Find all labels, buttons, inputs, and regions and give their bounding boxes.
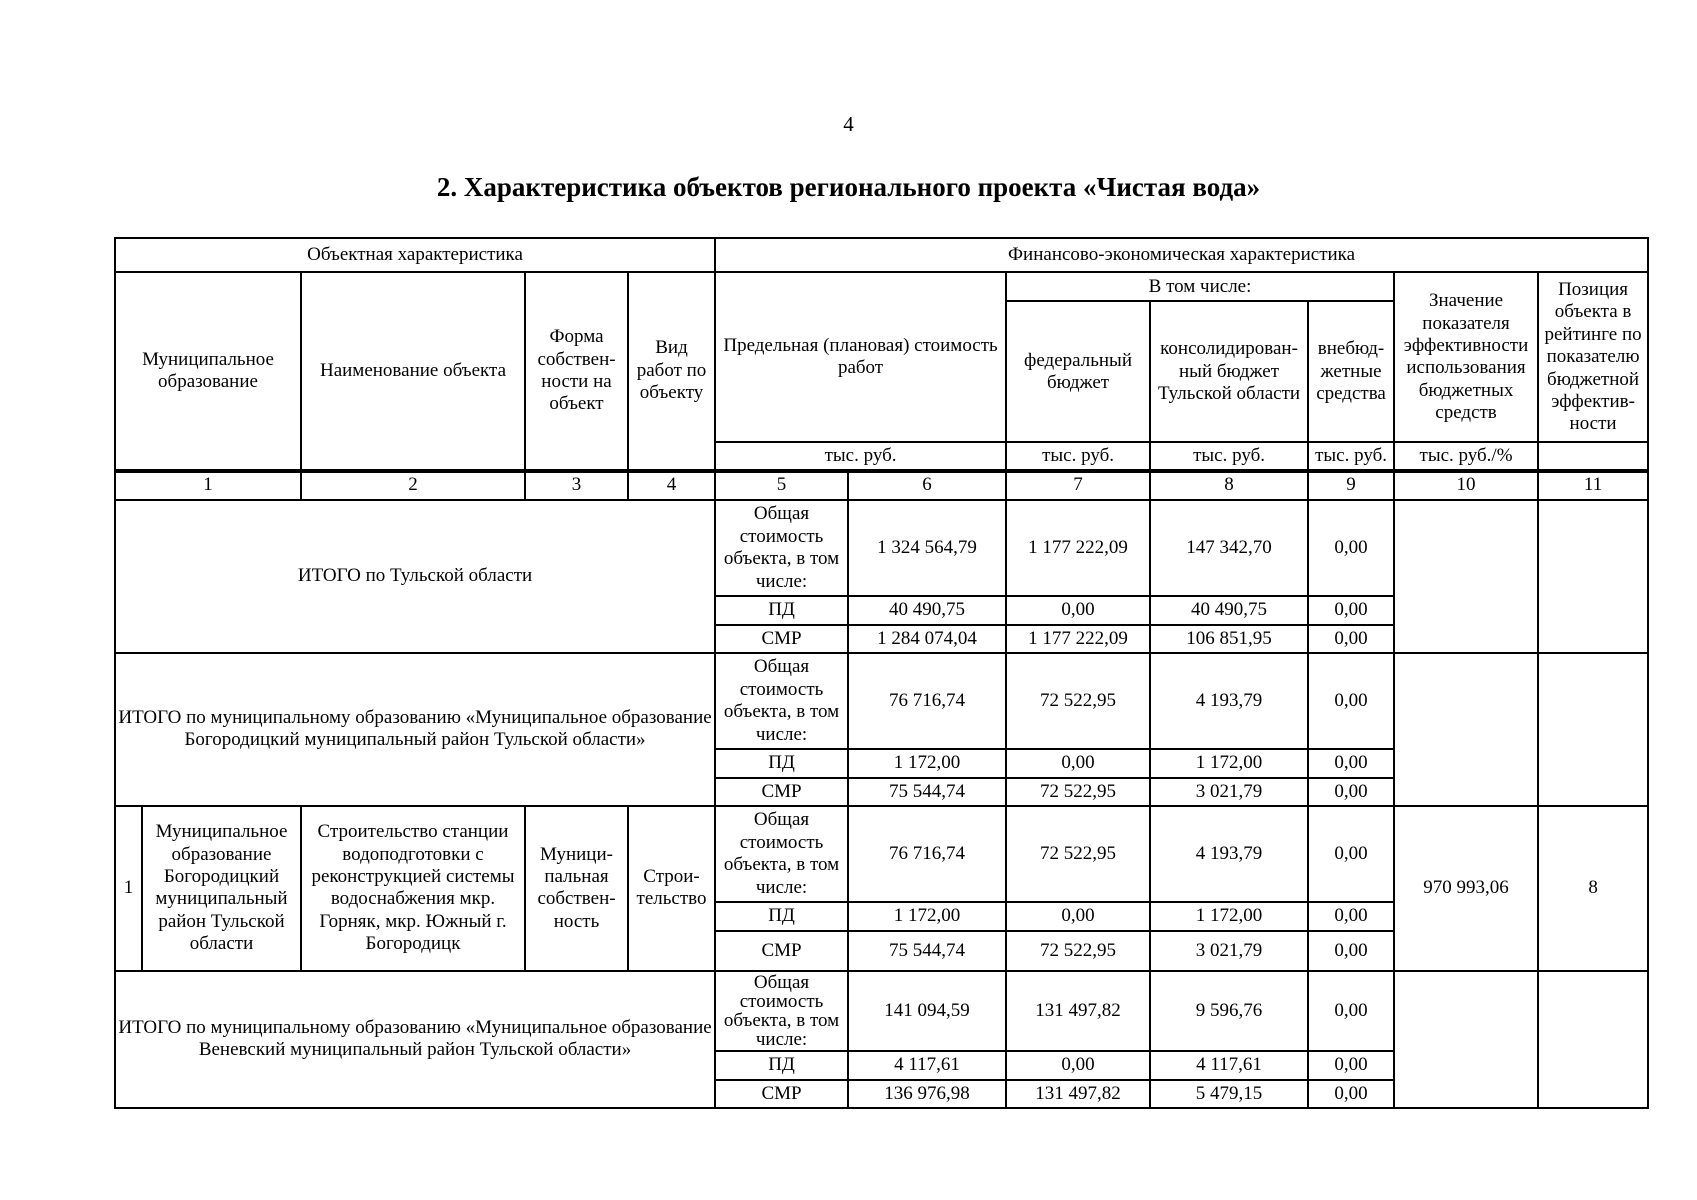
header-row-2 (115, 272, 1648, 301)
efficiency-cell (1394, 500, 1538, 653)
col-number: 9 (1308, 471, 1394, 500)
value-cell: 1 172,00 (848, 749, 1006, 777)
value-cell: 76 716,74 (848, 806, 1006, 903)
value-cell: 0,00 (1308, 778, 1394, 806)
header-financial-characteristic: Финансово-экономическая характеристика (715, 238, 1648, 272)
object-number: 1 (115, 806, 142, 971)
value-cell: 75 544,74 (848, 931, 1006, 971)
row-label-pd: ПД (715, 749, 848, 777)
value-cell: 40 490,75 (848, 596, 1006, 624)
value-cell: 0,00 (1006, 749, 1150, 777)
col-number: 7 (1006, 471, 1150, 500)
value-cell: 0,00 (1006, 902, 1150, 930)
column-numbers-row (115, 471, 1648, 500)
objects-table (114, 237, 1649, 1109)
rank-cell: 8 (1538, 806, 1648, 971)
efficiency-cell: 970 993,06 (1394, 806, 1538, 971)
object-work-type: Строи-тельство (628, 806, 715, 971)
table-row (115, 806, 1648, 903)
value-cell: 72 522,95 (1006, 931, 1150, 971)
row-label-smr: СМР (715, 625, 848, 653)
col-number: 11 (1538, 471, 1648, 500)
value-cell: 0,00 (1308, 653, 1394, 750)
value-cell: 0,00 (1308, 625, 1394, 653)
col-number: 8 (1150, 471, 1308, 500)
page-title: 2. Характеристика объектов регионального проекта «Чистая вода» (436, 172, 1261, 202)
object-municipality: Муниципальное образование Богородицкий муниципальный район Тульской области (142, 806, 301, 971)
value-cell: 1 172,00 (1150, 749, 1308, 777)
unit-consolidated: тыс. руб. (1150, 442, 1308, 470)
value-cell: 72 522,95 (1006, 778, 1150, 806)
value-cell: 3 021,79 (1150, 778, 1308, 806)
header-municipality: Муниципальное образование (115, 272, 301, 470)
unit-efficiency: тыс. руб./% (1394, 442, 1538, 470)
header-efficiency: Значение показателя эффективности использования бюджетных средств (1394, 272, 1538, 442)
row-label-pd: ПД (715, 902, 848, 930)
col-number: 3 (525, 471, 628, 500)
value-cell: 1 177 222,09 (1006, 500, 1150, 597)
header-row-1 (115, 238, 1648, 272)
value-cell: 0,00 (1308, 931, 1394, 971)
unit-cost: тыс. руб. (715, 442, 1006, 470)
value-cell: 5 479,15 (1150, 1080, 1308, 1108)
row-label-total-cost: Общая стоимость объекта, в том числе: (715, 653, 848, 750)
header-object-name: Наименование объекта (301, 272, 525, 470)
header-limit-cost: Предельная (плановая) стоимость работ (715, 272, 1006, 442)
row-label-smr: СМР (715, 1080, 848, 1108)
value-cell: 0,00 (1006, 1051, 1150, 1079)
efficiency-cell (1394, 971, 1538, 1108)
header-federal: федеральный бюджет (1006, 301, 1150, 442)
row-label-total-cost: Общая стоимость объекта, в том числе: (715, 500, 848, 597)
value-cell: 0,00 (1308, 1051, 1394, 1079)
row-label-total-cost: Общая стоимость объекта, в том числе: (715, 971, 848, 1052)
col-number: 5 (715, 471, 848, 500)
value-cell: 72 522,95 (1006, 653, 1150, 750)
rank-cell (1538, 653, 1648, 806)
header-including: В том числе: (1006, 272, 1394, 301)
value-cell: 76 716,74 (848, 653, 1006, 750)
value-cell: 0,00 (1308, 902, 1394, 930)
value-cell: 40 490,75 (1150, 596, 1308, 624)
row-label-smr: СМР (715, 931, 848, 971)
value-cell: 72 522,95 (1006, 806, 1150, 903)
value-cell: 147 342,70 (1150, 500, 1308, 597)
header-work-type: Вид работ по объекту (628, 272, 715, 470)
efficiency-cell (1394, 653, 1538, 806)
value-cell: 4 117,61 (1150, 1051, 1308, 1079)
value-cell: 1 177 222,09 (1006, 625, 1150, 653)
page-number: 4 (843, 112, 854, 136)
value-cell: 1 172,00 (848, 902, 1006, 930)
value-cell: 131 497,82 (1006, 1080, 1150, 1108)
header-object-characteristic: Объектная характеристика (115, 238, 715, 272)
value-cell: 0,00 (1308, 1080, 1394, 1108)
row-label-smr: СМР (715, 778, 848, 806)
value-cell: 0,00 (1308, 971, 1394, 1052)
value-cell: 1 172,00 (1150, 902, 1308, 930)
object-name: Строительство станции водоподготовки с реконструкцией системы водоснабжения мкр. Горняк, мкр. Южный г. Богородицк (301, 806, 525, 971)
unit-extra: тыс. руб. (1308, 442, 1394, 470)
rank-cell (1538, 971, 1648, 1108)
value-cell: 136 976,98 (848, 1080, 1006, 1108)
value-cell: 0,00 (1308, 749, 1394, 777)
header-ownership: Форма собствен-ности на объект (525, 272, 628, 470)
total-tula-label: ИТОГО по Тульской области (115, 500, 715, 653)
value-cell: 106 851,95 (1150, 625, 1308, 653)
unit-federal: тыс. руб. (1006, 442, 1150, 470)
value-cell: 4 117,61 (848, 1051, 1006, 1079)
value-cell: 9 596,76 (1150, 971, 1308, 1052)
col-number: 6 (848, 471, 1006, 500)
unit-rank (1538, 442, 1648, 470)
value-cell: 141 094,59 (848, 971, 1006, 1052)
header-extra: внебюд-жетные средства (1308, 301, 1394, 442)
rank-cell (1538, 500, 1648, 653)
row-label-pd: ПД (715, 1051, 848, 1079)
table-row (115, 500, 1648, 597)
value-cell: 0,00 (1308, 596, 1394, 624)
value-cell: 4 193,79 (1150, 653, 1308, 750)
value-cell: 3 021,79 (1150, 931, 1308, 971)
value-cell: 0,00 (1308, 500, 1394, 597)
col-number: 10 (1394, 471, 1538, 500)
value-cell: 4 193,79 (1150, 806, 1308, 903)
col-number: 4 (628, 471, 715, 500)
value-cell: 1 324 564,79 (848, 500, 1006, 597)
col-number: 2 (301, 471, 525, 500)
row-label-total-cost: Общая стоимость объекта, в том числе: (715, 806, 848, 903)
value-cell: 0,00 (1308, 806, 1394, 903)
table-row (115, 971, 1648, 1052)
value-cell: 0,00 (1006, 596, 1150, 624)
header-consolidated: консолидирован-ный бюджет Тульской области (1150, 301, 1308, 442)
total-venev-label: ИТОГО по муниципальному образованию «Муниципальное образование Веневский муниципальный район Тульской области» (115, 971, 715, 1108)
table-row (115, 653, 1648, 750)
header-rank: Позиция объекта в рейтинге по показателю бюджетной эффектив-ности (1538, 272, 1648, 442)
object-ownership: Муници-пальная собствен-ность (525, 806, 628, 971)
col-number: 1 (115, 471, 301, 500)
value-cell: 131 497,82 (1006, 971, 1150, 1052)
total-bogorod-label: ИТОГО по муниципальному образованию «Муниципальное образование Богородицкий муниципальный район Тульской области» (115, 653, 715, 806)
row-label-pd: ПД (715, 596, 848, 624)
value-cell: 1 284 074,04 (848, 625, 1006, 653)
value-cell: 75 544,74 (848, 778, 1006, 806)
